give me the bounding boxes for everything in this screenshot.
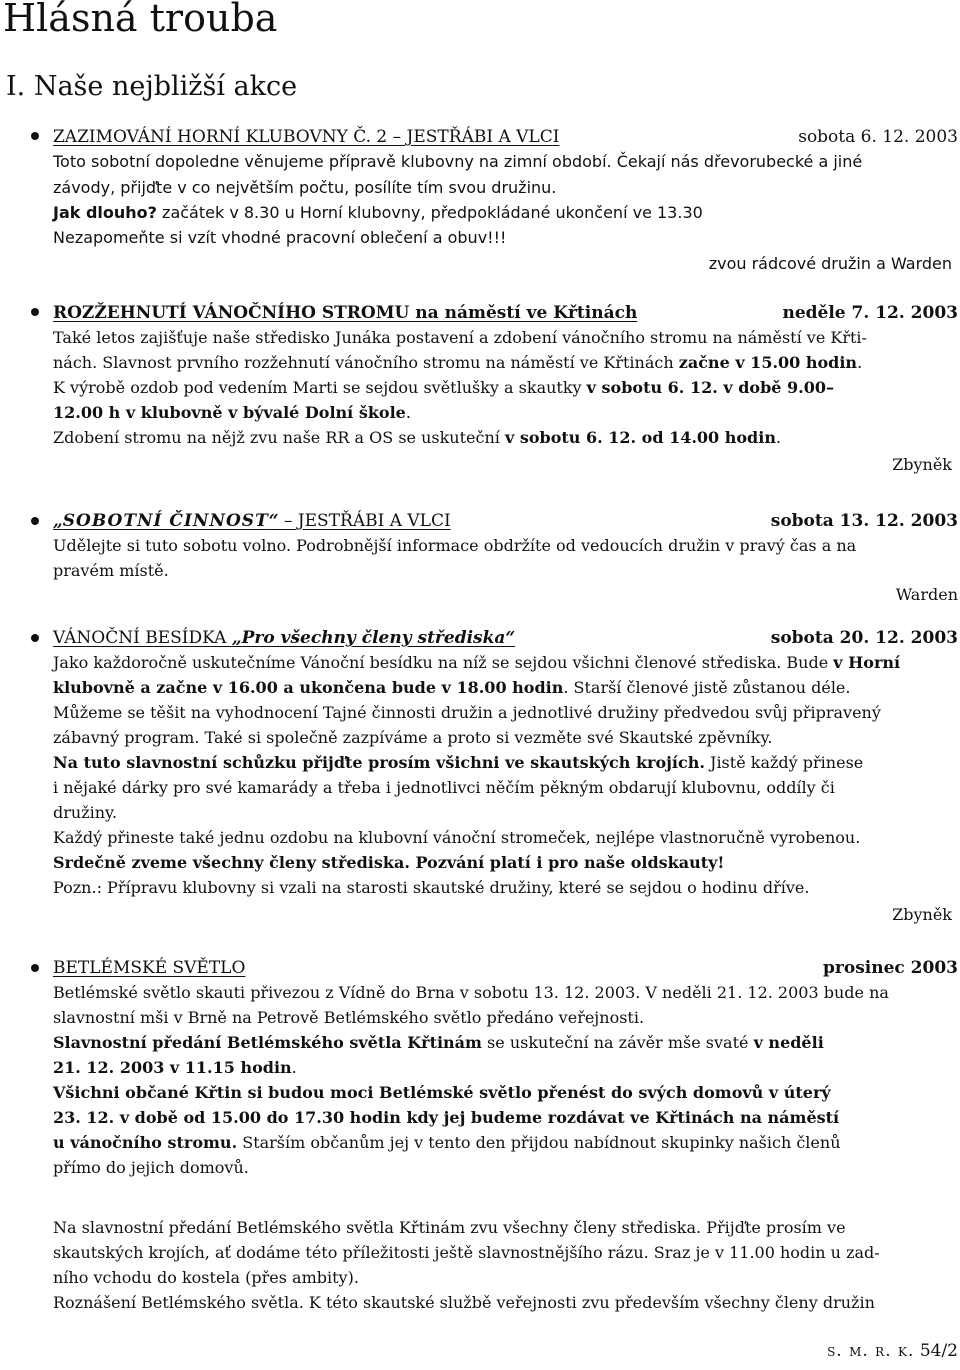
event-1-date: sobota 6. 12. 2003 [798, 127, 958, 147]
event-1-line-3 [53, 203, 703, 223]
event-4-line-2: klubovně a začne v 16.00 a ukončena bude v 18.00 hodin. Starší členové jistě zůstanou déle. [53, 678, 851, 697]
event-5-line-6: 23. 12. v době od 15.00 do 17.30 hodin kdy jej budeme rozdávat ve Křtinách na náměstí [53, 1108, 840, 1127]
event-4-line-4: zábavný program. Také si společně zazpíváme a proto si vezměte své Skautské zpěvníky. [53, 728, 773, 747]
bullet-icon [31, 964, 39, 972]
event-2-date: neděle 7. 12. 2003 [782, 303, 958, 323]
event-1-line-4: Nezapomeňte si vzít vhodné pracovní oblečení a obuv!!! [53, 228, 507, 247]
event-4-date: sobota 20. 12. 2003 [770, 628, 958, 648]
page-footer [827, 1340, 958, 1362]
event-2-signature: Zbyněk [892, 455, 952, 474]
event-5-line-1: Betlémské světlo skauti přivezou z Vídně do Brna v sobotu 13. 12. 2003. V neděli 21. 12. 2003 bude na [53, 983, 889, 1002]
event-4-line-9: Srdečně zveme všechny členy střediska. Pozvání platí i pro naše oldskauty! [53, 853, 725, 872]
event-1-signature: zvou rádcové družin a Warden [708, 254, 952, 273]
event-4-line-5: Na tuto slavnostní schůzku přijďte prosím všichni ve skautských krojích. Jistě každý přinese [53, 753, 864, 772]
bullet-icon [31, 517, 39, 525]
event-5-line-4: 21. 12. 2003 v 11.15 hodin. [53, 1058, 297, 1077]
event-3-heading: „SOBOTNÍ ČINNOST“ – JESTŘÁBI A VLCI [53, 511, 451, 531]
event-2-line-2: nách. Slavnost prvního rozžehnutí vánočního stromu na náměstí ve Křtinách začne v 15.00 hodin. [53, 353, 863, 372]
event-4-heading: VÁNOČNÍ BESÍDKA „Pro všechny členy střediska“ [53, 628, 516, 648]
event-5-line-5: Všichni občané Křtin si budou moci Betlémské světlo přenést do svých domovů v úterý [53, 1083, 831, 1102]
event-2-line-1: Také letos zajišťuje naše středisko Junáka postavení a zdobení vánočního stromu na náměstí ve Křti- [53, 328, 867, 347]
event-4-line-1: Jako každoročně uskutečníme Vánoční besídku na níž se sejdou všichni členové střediska. Bude v Horní [53, 653, 901, 672]
howlong-text: začátek v 8.30 u Horní klubovny, předpokládané ukončení ve 13.30 [162, 203, 703, 222]
event-4-line-6: i nějaké dárky pro své kamarády a třeba i jednotlivci něčím pěkným obdarují klubovnu, oddíly či [53, 778, 835, 797]
event-3-line-2: pravém místě. [53, 561, 169, 580]
event-5-line-2: slavnostní mši v Brně na Petrově Betlémského světlo předáno veřejnosti. [53, 1008, 645, 1027]
event-5-date: prosinec 2003 [823, 958, 958, 978]
bullet-icon [31, 634, 39, 642]
closing-line-1: Na slavnostní předání Betlémského světla Křtinám zvu všechny členy střediska. Přijďte prosím ve [53, 1218, 846, 1237]
event-5-line-7: u vánočního stromu. Starším občanům jej v tento den přijdou nabídnout skupinky našich členů [53, 1133, 841, 1152]
event-2-line-5: Zdobení stromu na nějž zvu naše RR a OS se uskuteční v sobotu 6. 12. od 14.00 hodin. [53, 428, 782, 447]
event-2-line-3: K výrobě ozdob pod vedením Marti se sejdou světlušky a skautky v sobotu 6. 12. v době 9.00– [53, 378, 834, 397]
event-1-line-1: Toto sobotní dopoledne věnujeme přípravě klubovny na zimní období. Čekají nás dřevorubecké a jiné [53, 152, 863, 171]
event-5-heading: BETLÉMSKÉ SVĚTLO [53, 958, 246, 978]
event-3-date: sobota 13. 12. 2003 [770, 511, 958, 531]
event-5-line-3: Slavnostní předání Betlémského světla Křtinám se uskuteční na závěr mše svaté v neděli [53, 1033, 824, 1052]
event-4-signature: Zbyněk [892, 905, 952, 924]
page-number: 54/2 [919, 1341, 958, 1361]
event-4-line-10: Pozn.: Přípravu klubovny si vzali na starosti skautské družiny, které se sejdou o hodinu dříve. [53, 878, 810, 897]
closing-line-3: ního vchodu do kostela (přes ambity). [53, 1268, 359, 1287]
section-title: I. Naše nejbližší akce [6, 71, 298, 102]
howlong-label: Jak dlouho? [53, 203, 157, 222]
event-2-heading: ROZŽEHNUTÍ VÁNOČNÍHO STROMU na náměstí ve Křtinách [53, 303, 638, 323]
closing-line-4: Roznášení Betlémského světla. K této skautské službě veřejnosti zvu především všechny členy družin [53, 1293, 875, 1312]
event-2-line-4: 12.00 h v klubovně v bývalé Dolní škole. [53, 403, 411, 422]
event-1-heading: ZAZIMOVÁNÍ HORNÍ KLUBOVNY Č. 2 – JESTŘÁBI A VLCI [53, 127, 560, 147]
event-4-line-3: Můžeme se těšit na vyhodnocení Tajné činnosti družin a jednotlivé družiny předvedou svůj připravený [53, 703, 881, 722]
bullet-icon [31, 132, 39, 140]
bullet-icon [31, 308, 39, 316]
event-1-line-2: závody, přijďte v co největším počtu, posílíte tím svou družinu. [53, 178, 557, 197]
footer-label: s. m. r. k. [827, 1341, 915, 1361]
event-4-line-8: Každý přineste také jednu ozdobu na klubovní vánoční stromeček, nejlépe vlastnoručně vyrobenou. [53, 828, 861, 847]
event-3-line-1: Udělejte si tuto sobotu volno. Podrobnější informace obdržíte od vedoucích družin v pravý čas a na [53, 536, 857, 555]
event-3-signature: Warden [895, 585, 958, 604]
event-5-line-8: přímo do jejich domovů. [53, 1158, 249, 1177]
event-4-line-7: družiny. [53, 803, 118, 822]
newsletter-title: Hlásná trouba [3, 0, 278, 40]
closing-line-2: skautských krojích, ať dodáme této příležitosti ještě slavnostnějšího rázu. Sraz je v 11.00 hodin u zad- [53, 1243, 880, 1262]
